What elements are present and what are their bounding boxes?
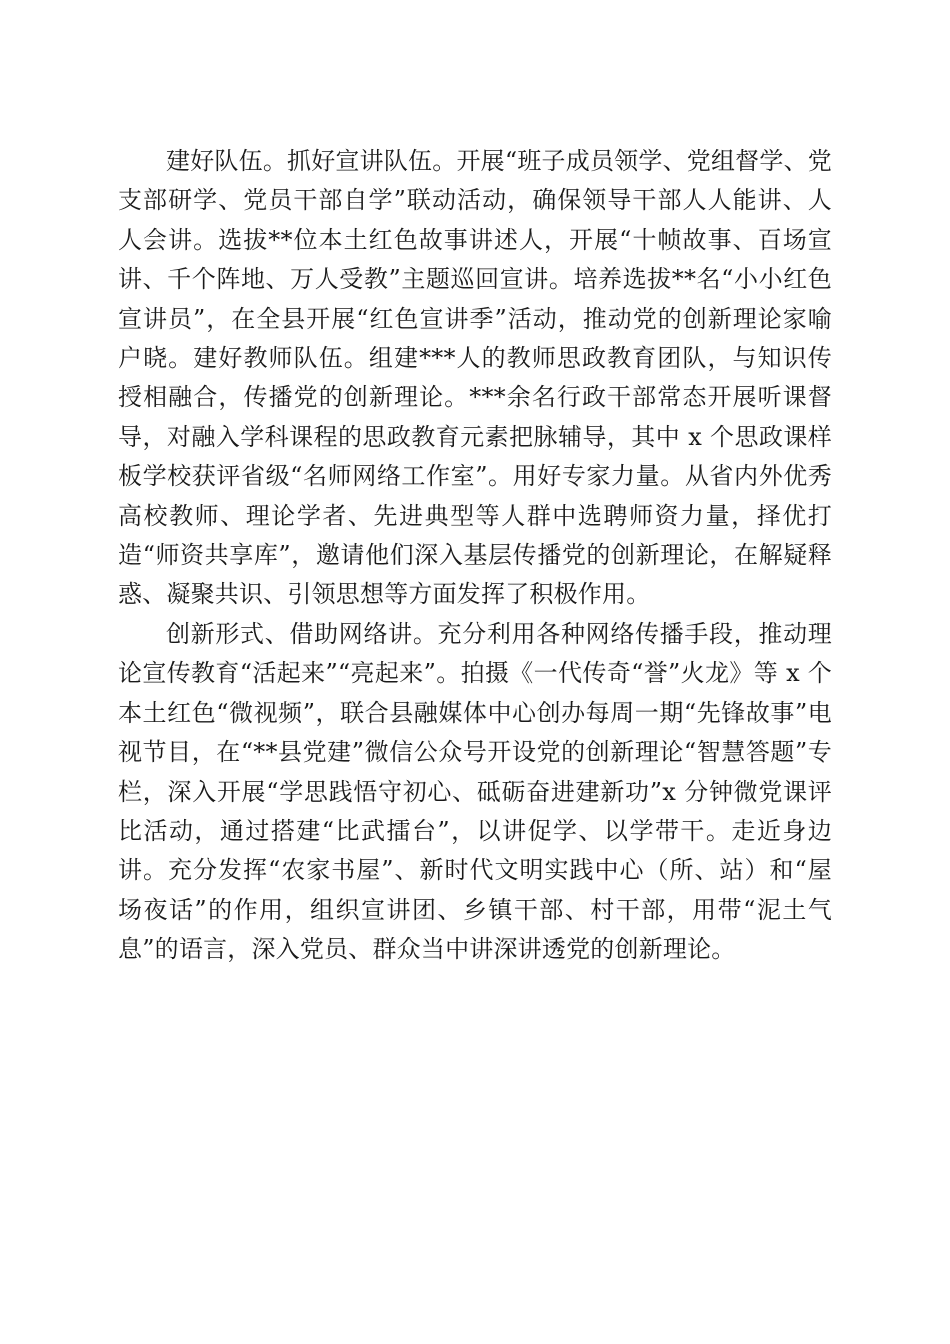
- document-body: [118, 142, 832, 970]
- paragraph-online-innovation: 创新形式、借助网络讲。充分利用各种网络传播手段，推动理论宣传教育“活起来”“亮起来”。拍摄《一代传奇“誉”火龙》等 x 个本土红色“微视频”，联合县融媒体中心创办每周一期“先锋故事”电视节目，在“**县党建”微信公众号开设党的创新理论“智慧答题”专栏，深入开展“学思践悟守初心、砥砺奋进建新功”x 分钟微党课评比活动，通过搭建“比武擂台”，以讲促学、以学带干。走近身边讲。充分发挥“农家书屋”、新时代文明实践中心（所、站）和“屋场夜话”的作用，组织宣讲团、乡镇干部、村干部，用带“泥土气息”的语言，深入党员、群众当中讲深讲透党的创新理论。: [118, 619, 832, 964]
- paragraph-team-building: 建好队伍。抓好宣讲队伍。开展“班子成员领学、党组督学、党支部研学、党员干部自学”联动活动，确保领导干部人人能讲、人人会讲。选拔**位本土红色故事讲述人，开展“十帧故事、百场宣讲、千个阵地、万人受教”主题巡回宣讲。培养选拔**名“小小红色宣讲员”，在全县开展“红色宣讲季”活动，推动党的创新理论家喻户晓。建好教师队伍。组建***人的教师思政教育团队，与知识传授相融合，传播党的创新理论。***余名行政干部常态开展听课督导，对融入学科课程的思政教育元素把脉辅导，其中 x 个思政课样板学校获评省级“名师网络工作室”。用好专家力量。从省内外优秀高校教师、理论学者、先进典型等人群中选聘师资力量，择优打造“师资共享库”，邀请他们深入基层传播党的创新理论，在解疑释惑、凝聚共识、引领思想等方面发挥了积极作用。: [118, 147, 832, 609]
